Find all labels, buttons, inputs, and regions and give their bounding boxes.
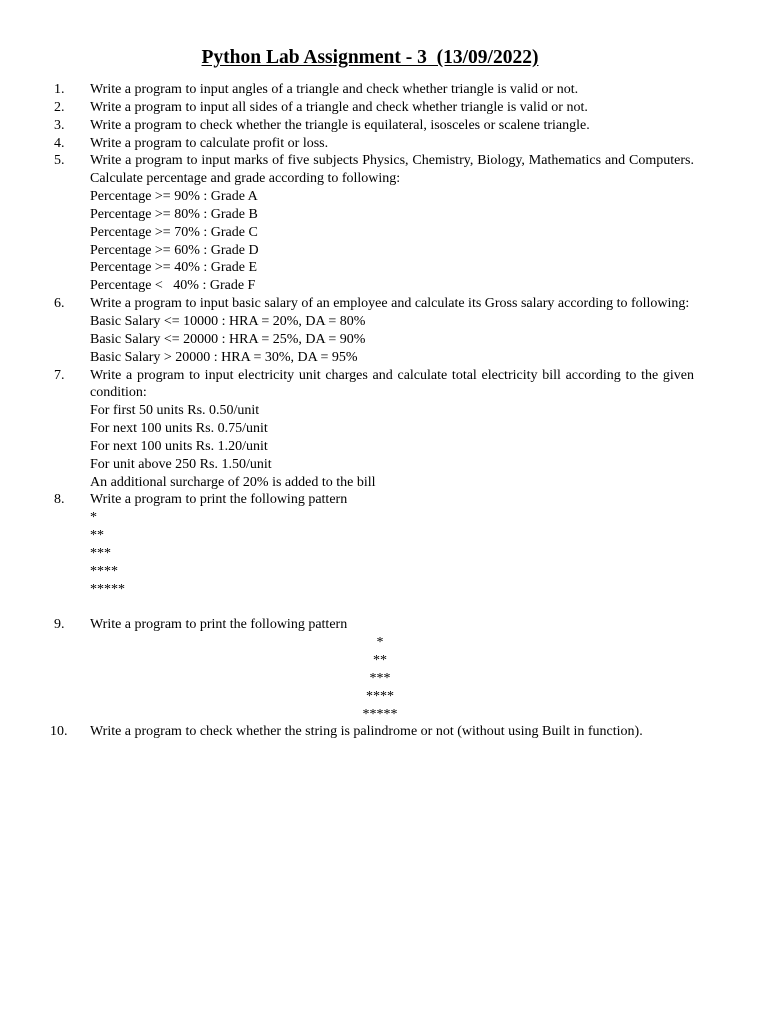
question-number: 3. xyxy=(54,117,65,133)
question-10 xyxy=(50,723,694,741)
question-9 xyxy=(54,616,694,723)
question-number: 9. xyxy=(54,617,65,633)
pattern-row: *** xyxy=(90,545,111,561)
pattern-row: ** xyxy=(373,653,387,668)
pattern-row: **** xyxy=(366,688,394,704)
question-number: 4. xyxy=(54,135,65,151)
question-number: 2. xyxy=(54,99,65,115)
question-text: Write a program to input marks of five subjects Physics, Chemistry, Biology, Mathematics and Computers. Calculate percentage and grade according to following: xyxy=(90,153,694,187)
salary-rule: Basic Salary > 20000 : HRA = 30%, DA = 95% xyxy=(90,349,358,365)
question-text: Write a program to print the following pattern xyxy=(90,617,348,633)
tariff-rule: For first 50 units Rs. 0.50/unit xyxy=(90,403,260,419)
grade-rule: Percentage >= 90% : Grade A xyxy=(90,189,258,205)
salary-rule: Basic Salary <= 10000 : HRA = 20%, DA = 80% xyxy=(90,313,366,329)
question-text: Write a program to input angles of a triangle and check whether triangle is valid or not. xyxy=(90,82,579,97)
question-number: 5. xyxy=(54,153,65,169)
question-5 xyxy=(54,152,694,295)
tariff-rule: For next 100 units Rs. 1.20/unit xyxy=(90,438,268,454)
question-2 xyxy=(54,99,694,117)
salary-rule: Basic Salary <= 20000 : HRA = 25%, DA = 90% xyxy=(90,331,366,347)
surcharge-note: An additional surcharge of 20% is added to the bill xyxy=(90,474,376,490)
question-number: 1. xyxy=(54,82,65,97)
question-list xyxy=(50,81,694,741)
pattern-row: **** xyxy=(90,563,118,579)
question-text: Write a program to check whether the string is palindrome or not (without using Built in function). xyxy=(90,724,643,740)
question-number: 8. xyxy=(54,492,65,508)
grade-rule: Percentage >= 60% : Grade D xyxy=(90,242,259,258)
blank-line xyxy=(90,598,694,616)
question-8 xyxy=(54,491,694,616)
grade-rule: Percentage >= 40% : Grade E xyxy=(90,260,258,276)
question-6 xyxy=(54,295,694,366)
tariff-rule: For next 100 units Rs. 0.75/unit xyxy=(90,421,268,437)
question-text: Write a program to check whether the triangle is equilateral, isosceles or scalene triangle. xyxy=(90,117,590,133)
question-number: 7. xyxy=(54,367,65,383)
pattern-row: ** xyxy=(90,528,104,544)
question-7 xyxy=(54,367,694,492)
question-text: Write a program to input electricity unit charges and calculate total electricity bill according to the given condition: xyxy=(90,367,694,401)
tariff-rule: For unit above 250 Rs. 1.50/unit xyxy=(90,456,272,472)
question-text: Write a program to input basic salary of an employee and calculate its Gross salary according to following: xyxy=(90,296,690,312)
question-1 xyxy=(54,81,694,99)
question-number: 6. xyxy=(54,296,65,312)
page-title: Python Lab Assignment - 3 (13/09/2022) xyxy=(201,47,539,68)
pattern-row: * xyxy=(376,635,384,651)
pattern-row: ***** xyxy=(90,581,125,597)
grade-rule: Percentage >= 80% : Grade B xyxy=(90,206,258,222)
pattern-row: *** xyxy=(369,670,391,686)
question-3 xyxy=(54,117,694,135)
pattern-row: ***** xyxy=(362,706,398,722)
pattern-row: * xyxy=(90,510,97,526)
question-text: Write a program to print the following pattern xyxy=(90,492,348,508)
grade-rule: Percentage < 40% : Grade F xyxy=(90,278,256,294)
question-number: 10. xyxy=(50,724,68,740)
question-4 xyxy=(54,135,694,153)
grade-rule: Percentage >= 70% : Grade C xyxy=(90,224,258,240)
question-text: Write a program to input all sides of a triangle and check whether triangle is valid or not. xyxy=(90,99,588,115)
question-text: Write a program to calculate profit or loss. xyxy=(90,135,329,151)
